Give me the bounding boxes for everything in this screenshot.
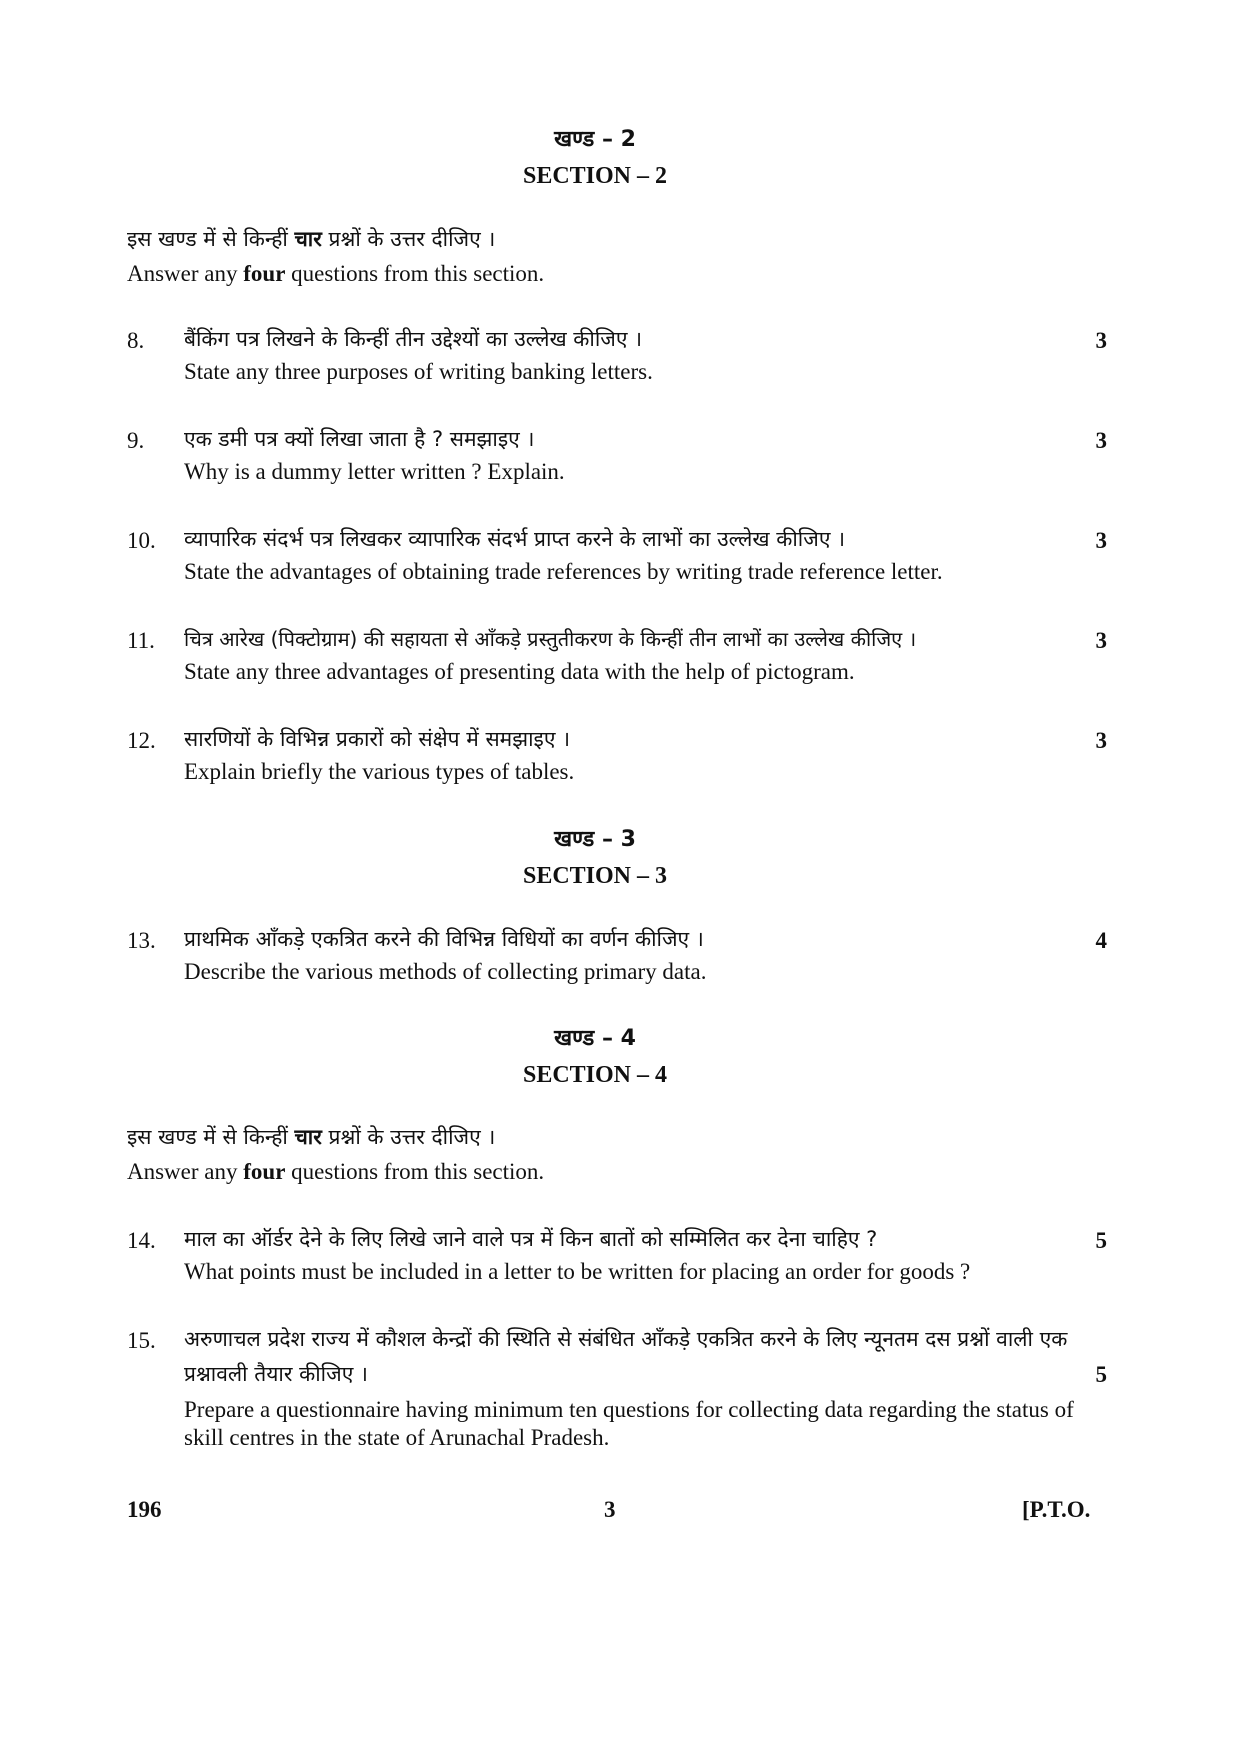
question-text-english: Explain briefly the various types of tables. (184, 759, 575, 784)
section-4-heading (0, 1024, 1190, 1094)
question-text-hindi: माल का ऑर्डर देने के लिए लिखे जाने वाले पत्र में किन बातों को सम्मिलित कर देना चाहिए ? (184, 1227, 878, 1251)
instruction-hindi: इस खण्ड में से किन्हीं चार प्रश्नों के उत्तर दीजिए । (127, 1125, 496, 1149)
question-number: 13. (127, 928, 156, 953)
question-number: 14. (127, 1228, 156, 1253)
section-heading-english: SECTION – 2 (522, 163, 668, 189)
question-text-hindi: व्यापारिक संदर्भ पत्र लिखकर व्यापारिक संदर्भ प्राप्त करने के लाभों का उल्लेख कीजिए । (184, 527, 846, 551)
question-marks: 3 (1095, 628, 1107, 653)
question-marks: 5 (1095, 1228, 1107, 1253)
please-turn-over: [P.T.O. (1022, 1497, 1091, 1522)
paper-code: 196 (127, 1497, 162, 1522)
question-text-hindi: प्राथमिक आँकड़े एकत्रित करने की विभिन्न विधियों का वर्णन कीजिए । (184, 927, 704, 951)
instruction-english: Answer any four questions from this section. (127, 1159, 545, 1184)
section-heading-hindi: खण्ड – 4 (554, 1026, 636, 1051)
question-text-hindi: अरुणाचल प्रदेश राज्य में कौशल केन्द्रों की स्थिति से संबंधित आँकड़े एकत्रित करने के लिए न्यूनतम दस प्रश्नों वाली एक प्रश्नावली तैयार कीजिए । (184, 1327, 1068, 1386)
section-heading-hindi: खण्ड – 3 (554, 827, 636, 852)
section-heading-english: SECTION – 3 (522, 863, 668, 889)
section-3-heading (0, 825, 1190, 895)
question-text-hindi: बैंकिंग पत्र लिखने के किन्हीं तीन उद्देश्यों का उल्लेख कीजिए । (184, 327, 643, 351)
question-text-english: State the advantages of obtaining trade references by writing trade reference letter. (184, 559, 943, 584)
question-number: 11. (127, 628, 155, 653)
section-2-instructions (127, 222, 1107, 292)
question-marks: 3 (1095, 428, 1107, 453)
section-heading-english: SECTION – 4 (522, 1062, 668, 1088)
question-number: 15. (127, 1328, 156, 1353)
question-text-hindi: एक डमी पत्र क्यों लिखा जाता है ? समझाइए । (184, 427, 535, 451)
question-text-english: Describe the various methods of collecting primary data. (184, 959, 707, 984)
question-text-hindi: चित्र आरेख (पिक्टोग्राम) की सहायता से आँकड़े प्रस्तुतीकरण के किन्हीं तीन लाभों का उल्लेख कीजिए । (184, 627, 917, 651)
section-2-heading (0, 125, 1190, 195)
question-number: 12. (127, 728, 156, 753)
instruction-english: Answer any four questions from this section. (127, 261, 545, 286)
question-marks: 4 (1095, 928, 1107, 953)
section-4-instructions (127, 1120, 1107, 1190)
question-marks: 3 (1095, 328, 1107, 353)
question-marks: 3 (1095, 528, 1107, 553)
question-text-english: What points must be included in a letter to be written for placing an order for goods ? (184, 1259, 971, 1284)
question-text-english: Prepare a questionnaire having minimum ten questions for collecting data regarding the status of skill centres in the state of Arunachal Pradesh. (184, 1397, 1074, 1450)
section-heading-hindi: खण्ड – 2 (554, 127, 636, 152)
question-text-english: Why is a dummy letter written ? Explain. (184, 459, 565, 484)
question-text-english: State any three advantages of presenting data with the help of pictogram. (184, 659, 855, 684)
question-text-english: State any three purposes of writing banking letters. (184, 359, 653, 384)
instruction-hindi: इस खण्ड में से किन्हीं चार प्रश्नों के उत्तर दीजिए । (127, 227, 496, 251)
question-number: 9. (127, 428, 145, 453)
question-marks: 3 (1095, 728, 1107, 753)
question-number: 8. (127, 328, 145, 353)
question-marks: 5 (1095, 1362, 1107, 1387)
question-text-hindi: सारणियों के विभिन्न प्रकारों को संक्षेप में समझाइए । (184, 727, 571, 751)
question-number: 10. (127, 528, 156, 553)
page-number: 3 (604, 1497, 616, 1522)
